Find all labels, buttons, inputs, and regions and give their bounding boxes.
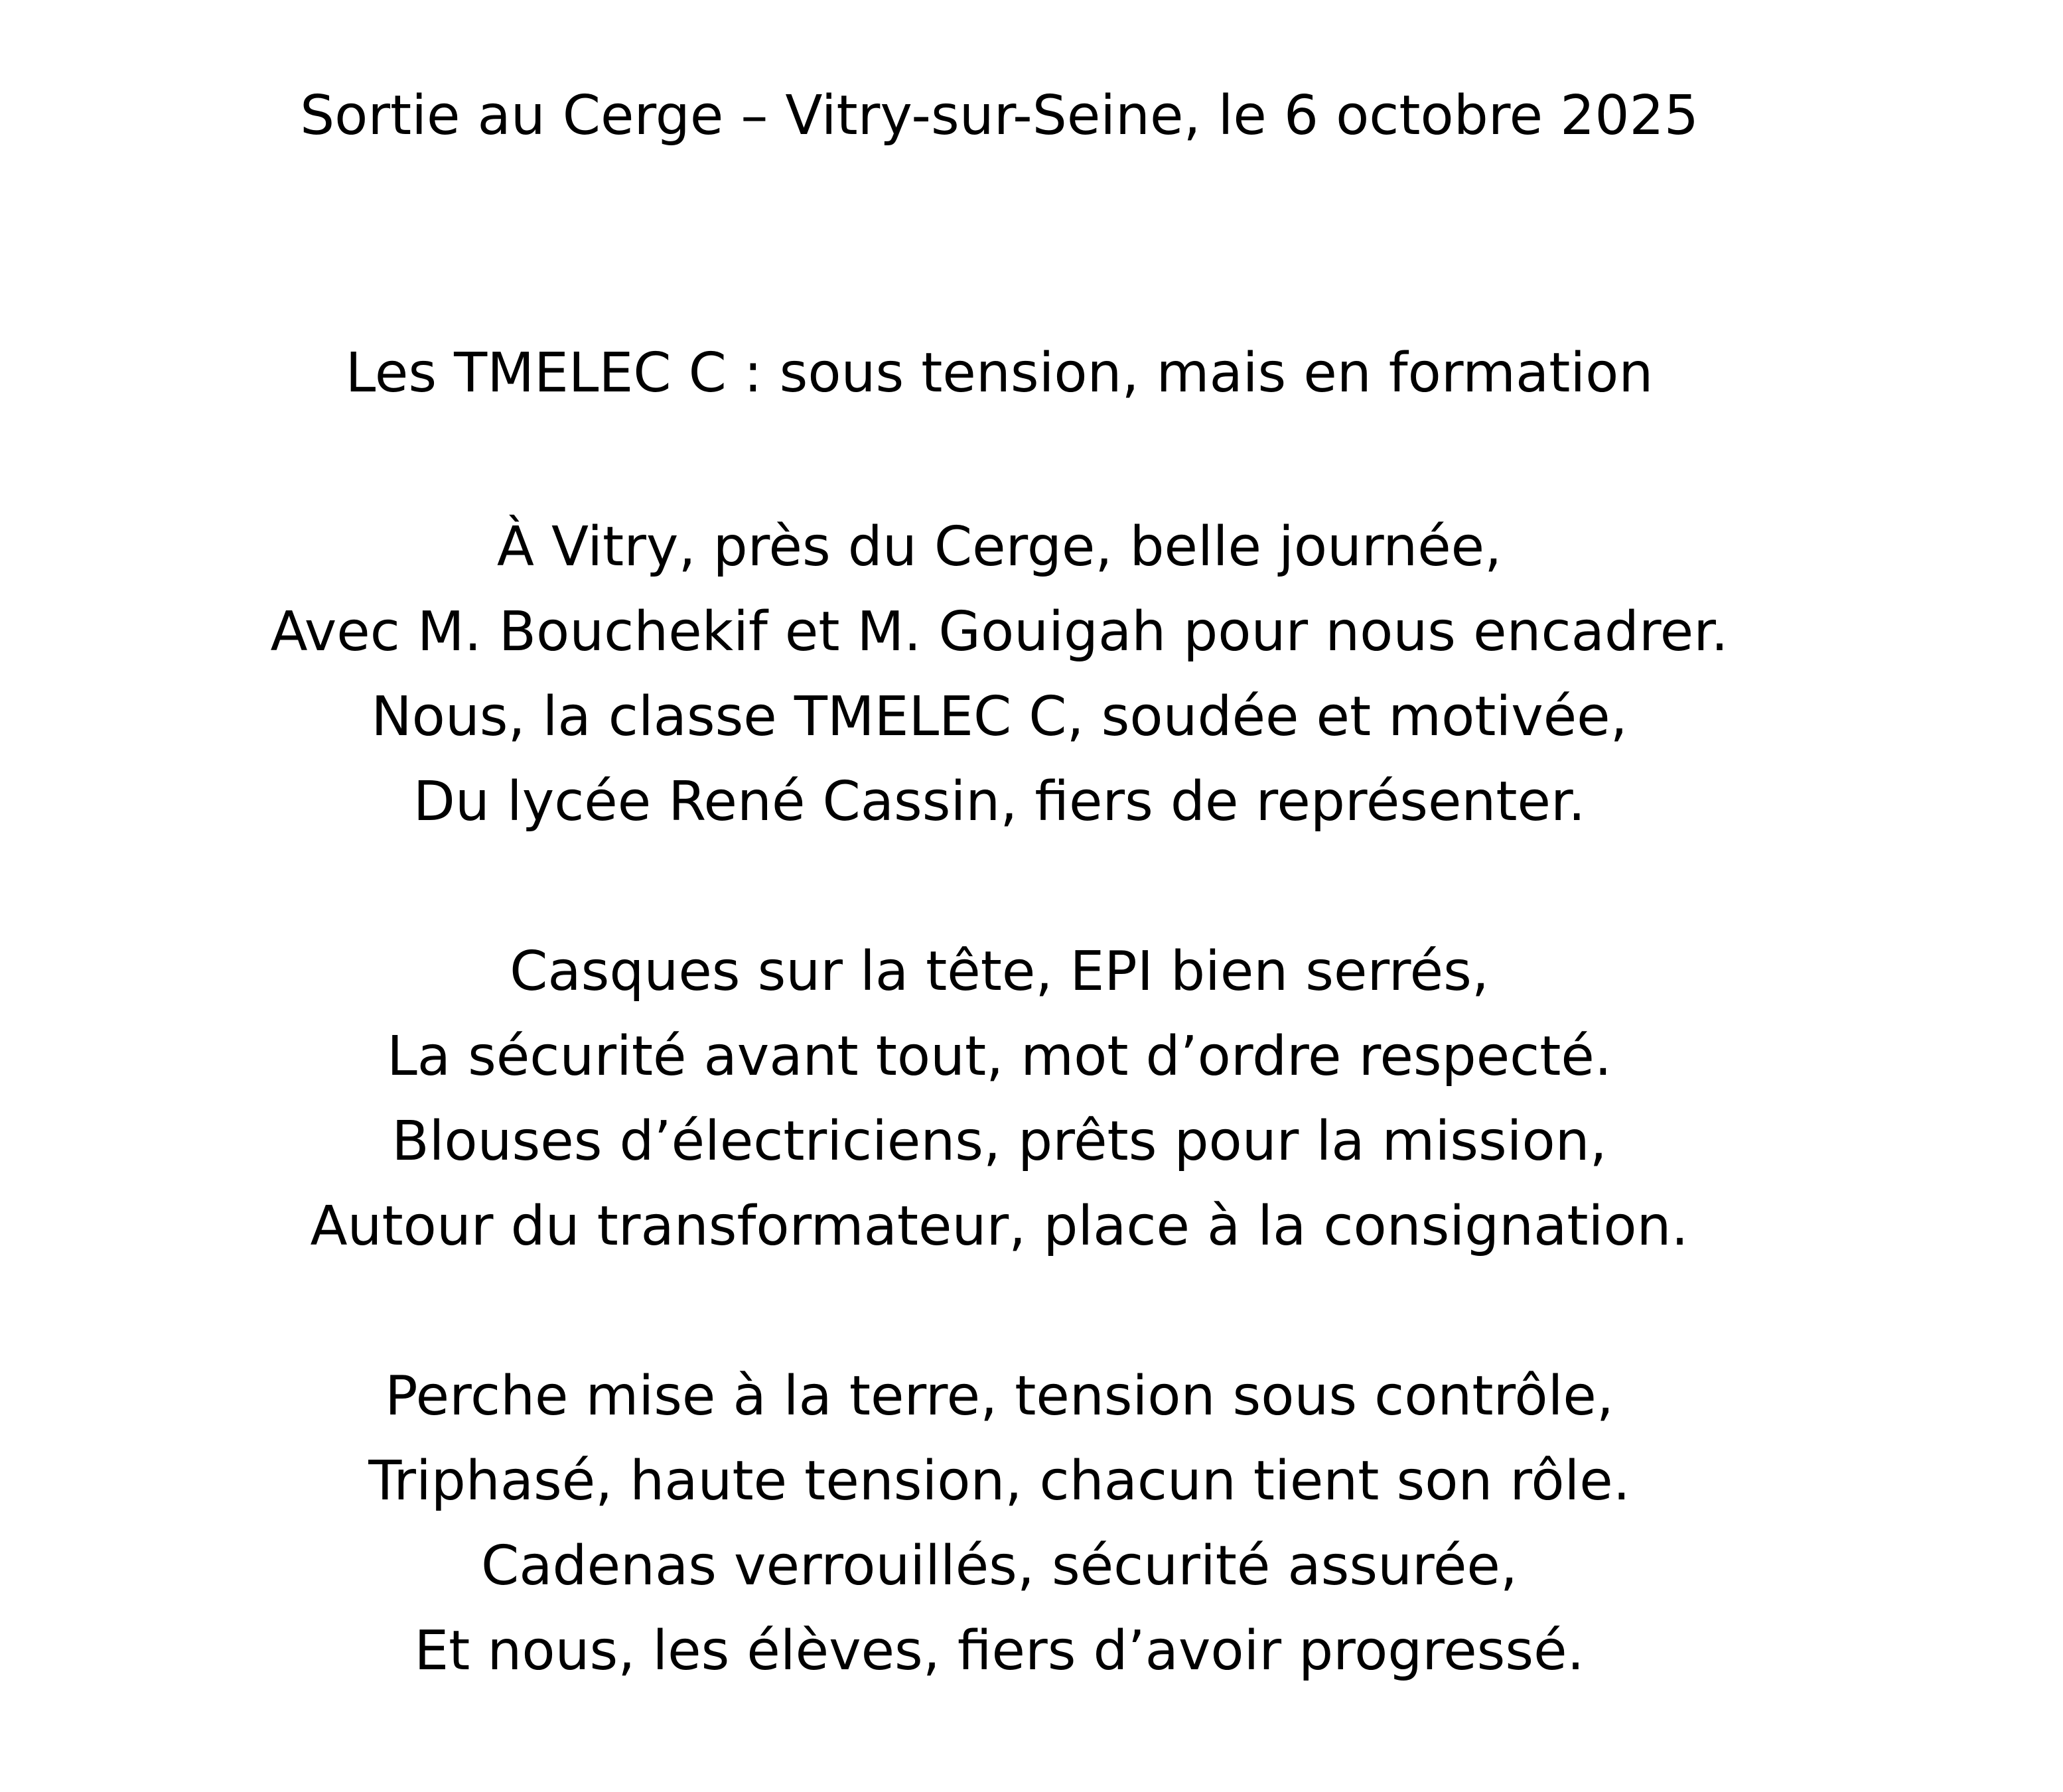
poem-line: Cadenas verrouillés, sécurité assurée,: [481, 1535, 1518, 1598]
poem-title: Les TMELEC C : sous tension, mais en formation: [345, 342, 1654, 405]
poem-line: Blouses d’électriciens, prêts pour la mission,: [391, 1110, 1607, 1173]
poem-line: Et nous, les élèves, fiers d’avoir progressé.: [414, 1620, 1585, 1683]
poem-line: Triphasé, haute tension, chacun tient son rôle.: [368, 1450, 1630, 1513]
poem-line: À Vitry, près du Cerge, belle journée,: [496, 516, 1502, 579]
poem-line: La sécurité avant tout, mot d’ordre respecté.: [387, 1025, 1612, 1088]
poem-line: Perche mise à la terre, tension sous contrôle,: [385, 1365, 1614, 1428]
document-heading: Sortie au Cerge – Vitry-sur-Seine, le 6 octobre 2025: [300, 84, 1699, 147]
poem-line: Nous, la classe TMELEC C, soudée et motivée,: [371, 685, 1628, 748]
poem-line: Autour du transformateur, place à la consignation.: [310, 1195, 1689, 1258]
poem-line: Avec M. Bouchekif et M. Gouigah pour nous encadrer.: [270, 600, 1729, 663]
poem-line: Casques sur la tête, EPI bien serrés,: [510, 940, 1489, 1003]
poem-line: Du lycée René Cassin, fiers de représenter.: [413, 770, 1586, 833]
